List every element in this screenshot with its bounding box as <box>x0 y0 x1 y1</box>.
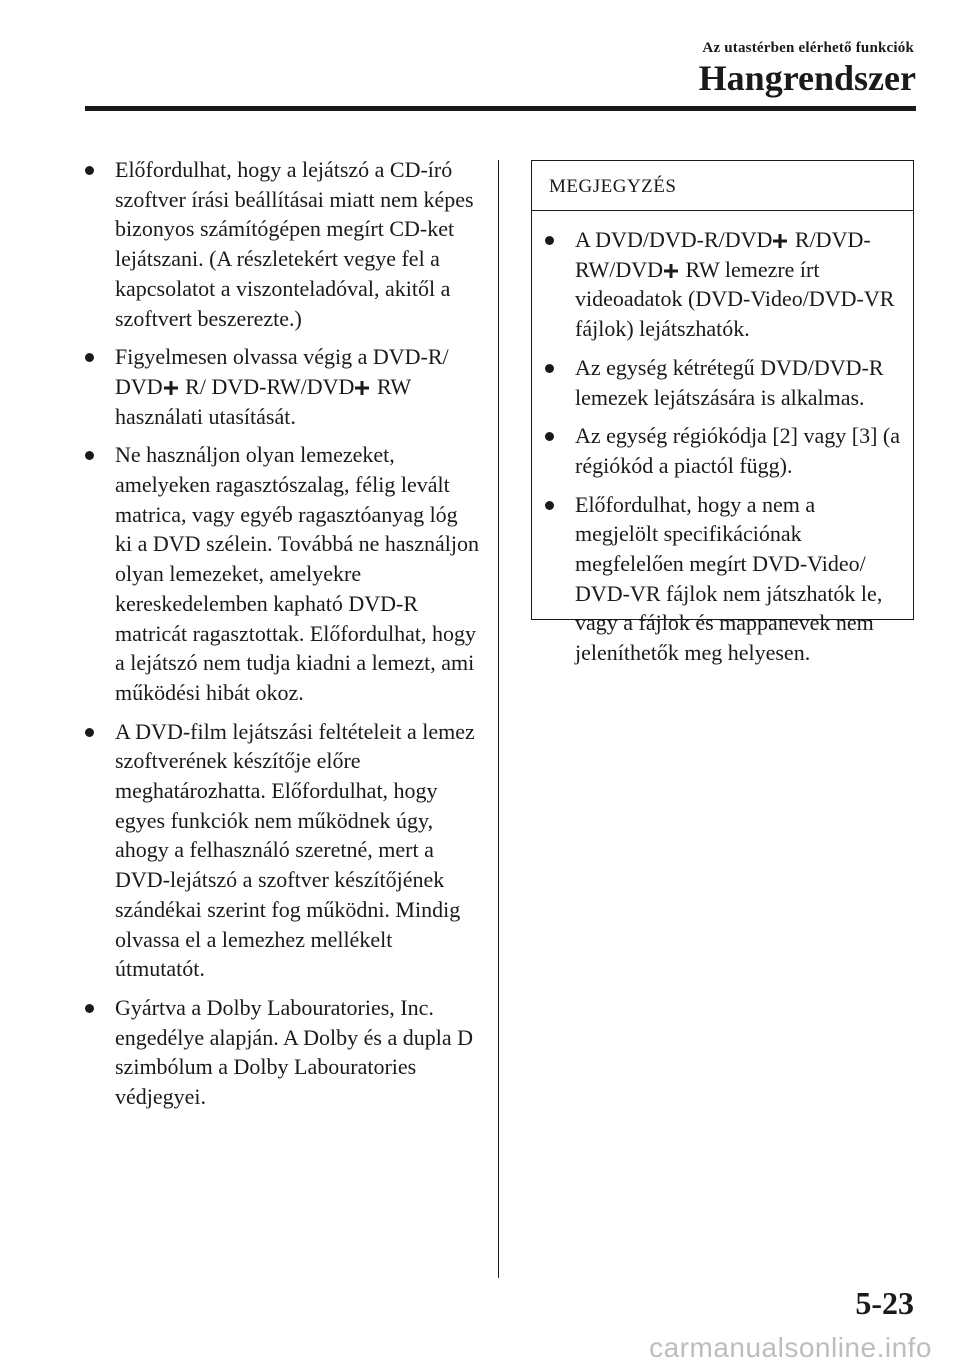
list-item <box>85 993 480 1112</box>
list-item-text: A DVD-film lejátszási feltételeit a lemez szoftverének készítője előre meghatározhatta. Előfordulhat, hogy egyes funkciók nem működnek úgy, ahogy a felhasználó szeretné, mert a DVD-lejátszó a szoftver készítőjének szándékai szerint fog működni. Mindig olvassa el a lemezhez mellékelt útmutatót. <box>115 718 475 982</box>
list-item <box>545 490 901 668</box>
list-item-text: A DVD/DVD-R/DVD <box>575 227 773 252</box>
left-column <box>85 155 480 1121</box>
list-item <box>85 155 480 333</box>
list-item-text: Ne használjon olyan lemezeket, amelyeken ragasztószalag, félig levált matrica, vagy egyéb ragasztóanyag lóg ki a DVD szélein. Továbbá ne használjon olyan lemezeket, amelyekre kereskedelemben kapható DVD-R matricát ragasztottak. Előfordulhat, hogy a lejátszó nem tudja kiadni a lemezt, ami működési hibát okoz. <box>115 442 479 705</box>
note-bullet-list <box>545 225 901 668</box>
page-title: Hangrendszer <box>698 58 916 98</box>
page-number: 5-23 <box>855 1285 914 1321</box>
list-item-text: Gyártva a Dolby Labouratories, Inc. engedélye alapján. A Dolby és a dupla D szimbólum a Dolby Labouratories védjegyei. <box>115 994 474 1110</box>
bullet-icon <box>85 1004 94 1013</box>
list-item-text: RW használati utasítását. <box>115 373 411 429</box>
bullet-icon <box>85 353 94 362</box>
bullet-icon <box>545 236 554 245</box>
bullet-icon <box>85 166 94 175</box>
list-item <box>85 440 480 707</box>
bullet-icon <box>85 451 94 460</box>
list-item <box>545 353 901 412</box>
column-divider <box>498 160 499 1278</box>
list-item <box>85 717 480 984</box>
plus-icon <box>664 264 678 278</box>
list-item-text: Figyelmesen olvassa végig a DVD-R/ DVD <box>115 344 449 399</box>
list-item-text: RW lemezre írt videoadatok (DVD-Video/DVD-VR fájlok) lejátszhatók. <box>575 256 895 342</box>
list-item <box>545 421 901 480</box>
left-bullet-list <box>85 155 480 1112</box>
list-item-text: R/ DVD-RW/DVD <box>179 373 355 399</box>
list-item-text: Az egység régiókódja [2] vagy [3] (a régiókód a piactól függ). <box>575 423 900 478</box>
list-item-text: R/DVD-RW/DVD <box>575 227 871 282</box>
list-item-text: Előfordulhat, hogy a lejátszó a CD-író szoftver írási beállításai miatt nem képes bizonyos számítógépen megírt CD-ket lejátszani. (A részletekért vegye fel a kapcsolatot a viszonteladóval, akitől a szoftvert beszerezte.) <box>115 157 474 331</box>
list-item <box>545 225 901 344</box>
bullet-icon <box>545 432 554 441</box>
bullet-icon <box>545 501 554 510</box>
header-section: Az utastérben elérhető funkciók <box>702 40 914 56</box>
bullet-icon <box>85 728 94 737</box>
list-item-text: Előfordulhat, hogy a nem a megjelölt specifikációnak megfelelően megírt DVD-Video/ DVD-VR fájlok nem játszhatók le, vagy a fájlok és mappanevek nem jeleníthetők meg helyesen. <box>575 491 883 666</box>
header-rule <box>85 106 916 111</box>
plus-icon <box>164 381 178 395</box>
plus-icon <box>355 381 369 395</box>
plus-icon <box>773 234 787 248</box>
list-item-text: Az egység kétrétegű DVD/DVD-R lemezek lejátszására is alkalmas. <box>575 354 884 410</box>
list-item <box>85 342 480 431</box>
bullet-icon <box>545 364 554 373</box>
note-heading: MEGJEGYZÉS <box>532 161 913 211</box>
watermark: carmanualsonline.info <box>649 1332 932 1363</box>
note-body <box>532 211 913 668</box>
note-box <box>531 160 914 666</box>
